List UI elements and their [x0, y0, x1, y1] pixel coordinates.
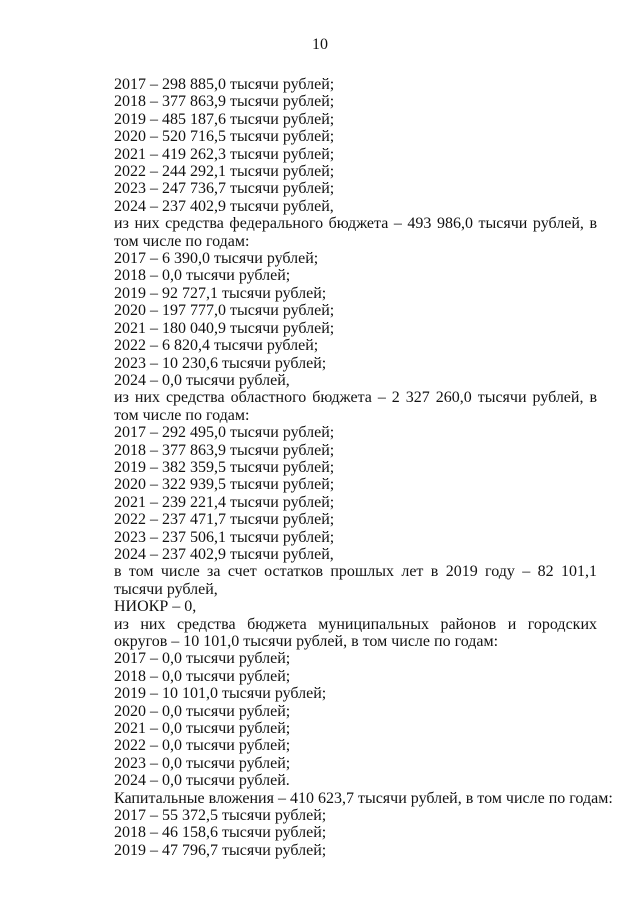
year-line: 2020 – 197 777,0 тысячи рублей;: [114, 302, 335, 320]
previous-years-remainder-paragraph: в том числе за счет остатков прошлых лет в 2019 году – 82 101,1 тысячи рублей,: [114, 563, 597, 598]
year-line: 2017 – 0,0 тысячи рублей;: [114, 650, 291, 668]
municipal-budget-paragraph: из них средства бюджета муниципальных районов и городских округов – 10 101,0 тысячи рублей, в том числе по годам:: [114, 615, 597, 650]
federal-budget-paragraph: из них средства федерального бюджета – 493 986,0 тысячи рублей, в том числе по годам:: [114, 215, 597, 250]
year-line: 2019 – 10 101,0 тысячи рублей;: [114, 685, 327, 703]
year-line: 2024 – 0,0 тысячи рублей,: [114, 371, 290, 389]
year-line: 2019 – 47 796,7 тысячи рублей;: [114, 841, 327, 859]
year-line: 2018 – 377 863,9 тысячи рублей;: [114, 441, 335, 459]
year-line: 2022 – 244 292,1 тысячи рублей;: [114, 163, 335, 181]
year-line: 2023 – 0,0 тысячи рублей;: [114, 754, 291, 772]
year-line: 2018 – 46 158,6 тысячи рублей;: [114, 824, 327, 842]
document-body: [77, 76, 613, 859]
year-line: 2020 – 322 939,5 тысячи рублей;: [114, 476, 335, 494]
year-line: 2018 – 0,0 тысячи рублей;: [114, 667, 291, 685]
year-line: 2017 – 292 495,0 тысячи рублей;: [114, 424, 335, 442]
year-line: 2023 – 10 230,6 тысячи рублей;: [114, 354, 327, 372]
page-number: 10: [312, 36, 328, 53]
year-line: 2021 – 0,0 тысячи рублей;: [114, 720, 291, 738]
year-line: 2024 – 0,0 тысячи рублей.: [114, 772, 290, 790]
year-line: 2017 – 6 390,0 тысячи рублей;: [114, 250, 319, 268]
year-line: 2022 – 0,0 тысячи рублей;: [114, 737, 291, 755]
capital-investments-line: Капитальные вложения – 410 623,7 тысячи рублей, в том числе по годам:: [114, 789, 613, 807]
year-line: 2017 – 55 372,5 тысячи рублей;: [114, 807, 327, 825]
year-line: 2018 – 377 863,9 тысячи рублей;: [114, 93, 335, 111]
year-line: 2021 – 239 221,4 тысячи рублей;: [114, 493, 335, 511]
year-line: 2021 – 419 262,3 тысячи рублей;: [114, 145, 335, 163]
year-line: 2024 – 237 402,9 тысячи рублей,: [114, 545, 334, 563]
regional-budget-paragraph: из них средства областного бюджета – 2 327 260,0 тысячи рублей, в том числе по годам:: [114, 389, 597, 424]
year-line: 2021 – 180 040,9 тысячи рублей;: [114, 319, 335, 337]
year-line: 2022 – 237 471,7 тысячи рублей;: [114, 511, 335, 529]
year-line: 2022 – 6 820,4 тысячи рублей;: [114, 337, 319, 355]
year-line: 2019 – 92 727,1 тысячи рублей;: [114, 284, 327, 302]
year-line: 2017 – 298 885,0 тысячи рублей;: [114, 76, 335, 93]
year-line: 2023 – 237 506,1 тысячи рублей;: [114, 528, 335, 546]
year-line: 2020 – 520 716,5 тысячи рублей;: [114, 128, 335, 146]
year-line: 2019 – 382 359,5 тысячи рублей;: [114, 458, 335, 476]
niokr-line: НИОКР – 0,: [114, 598, 197, 616]
year-line: 2018 – 0,0 тысячи рублей;: [114, 267, 291, 285]
year-line: 2024 – 237 402,9 тысячи рублей,: [114, 197, 334, 215]
year-line: 2020 – 0,0 тысячи рублей;: [114, 702, 291, 720]
year-line: 2019 – 485 187,6 тысячи рублей;: [114, 110, 335, 128]
year-line: 2023 – 247 736,7 тысячи рублей;: [114, 180, 335, 198]
